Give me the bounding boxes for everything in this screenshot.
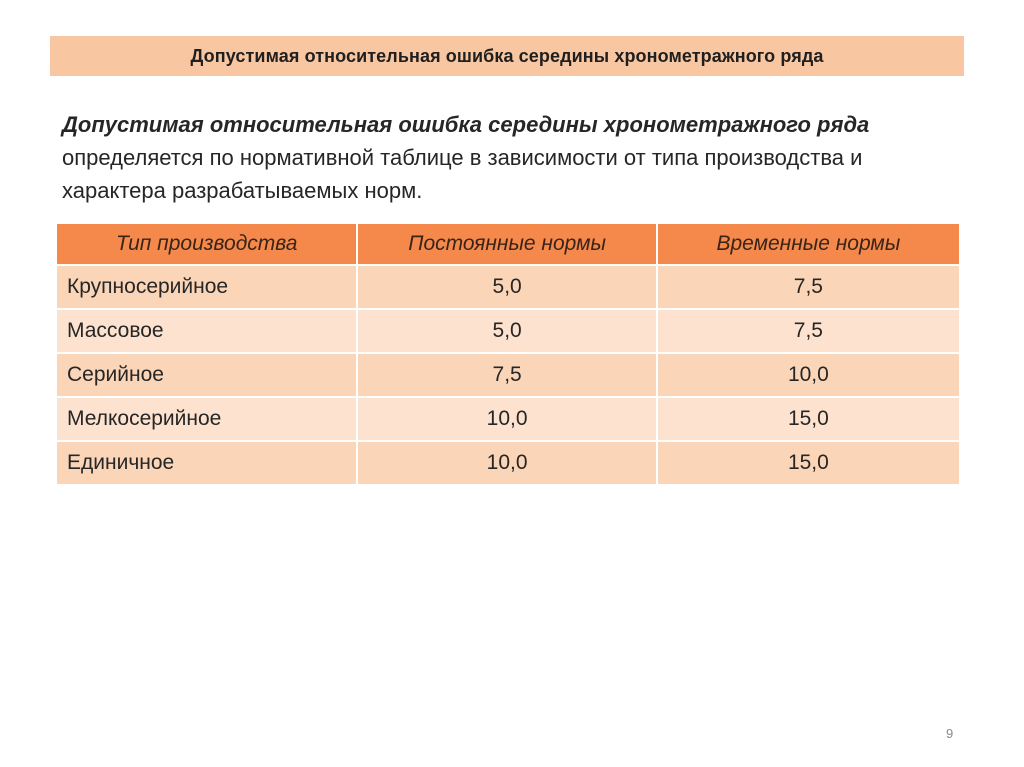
production-type-cell: Крупносерийное <box>57 266 356 308</box>
slide-title: Допустимая относительная ошибка середины хронометражного ряда <box>190 45 824 66</box>
temporary-norm-cell: 10,0 <box>658 354 959 396</box>
temporary-norm-cell: 15,0 <box>658 442 959 484</box>
production-type-cell: Серийное <box>57 354 356 396</box>
title-bar <box>50 36 964 76</box>
production-type-cell: Мелкосерийное <box>57 398 356 440</box>
intro-term: Допустимая относительная ошибка середины хронометражного ряда <box>62 112 870 137</box>
temporary-norm-cell: 7,5 <box>658 266 959 308</box>
production-type-cell: Единичное <box>57 442 356 484</box>
permanent-norm-cell: 7,5 <box>358 354 655 396</box>
permanent-norm-cell: 10,0 <box>358 398 655 440</box>
header-permanent-norms: Постоянные нормы <box>358 224 655 264</box>
permanent-norm-cell: 5,0 <box>358 266 655 308</box>
table-row <box>57 266 959 308</box>
header-production-type: Тип производства <box>57 224 356 264</box>
header-temporary-norms: Временные нормы <box>658 224 959 264</box>
permanent-norm-cell: 10,0 <box>358 442 655 484</box>
table-header-row <box>57 224 959 264</box>
permanent-norm-cell: 5,0 <box>358 310 655 352</box>
production-type-cell: Массовое <box>57 310 356 352</box>
table-row <box>57 442 959 484</box>
table-row <box>57 354 959 396</box>
intro-paragraph <box>62 108 942 207</box>
temporary-norm-cell: 7,5 <box>658 310 959 352</box>
temporary-norm-cell: 15,0 <box>658 398 959 440</box>
intro-text: определяется по нормативной таблице в зависимости от типа производства и характера разрабатываемых норм. <box>62 145 863 203</box>
table-row <box>57 398 959 440</box>
page-number: 9 <box>946 726 954 741</box>
table-row <box>57 310 959 352</box>
norms-table <box>55 222 961 486</box>
